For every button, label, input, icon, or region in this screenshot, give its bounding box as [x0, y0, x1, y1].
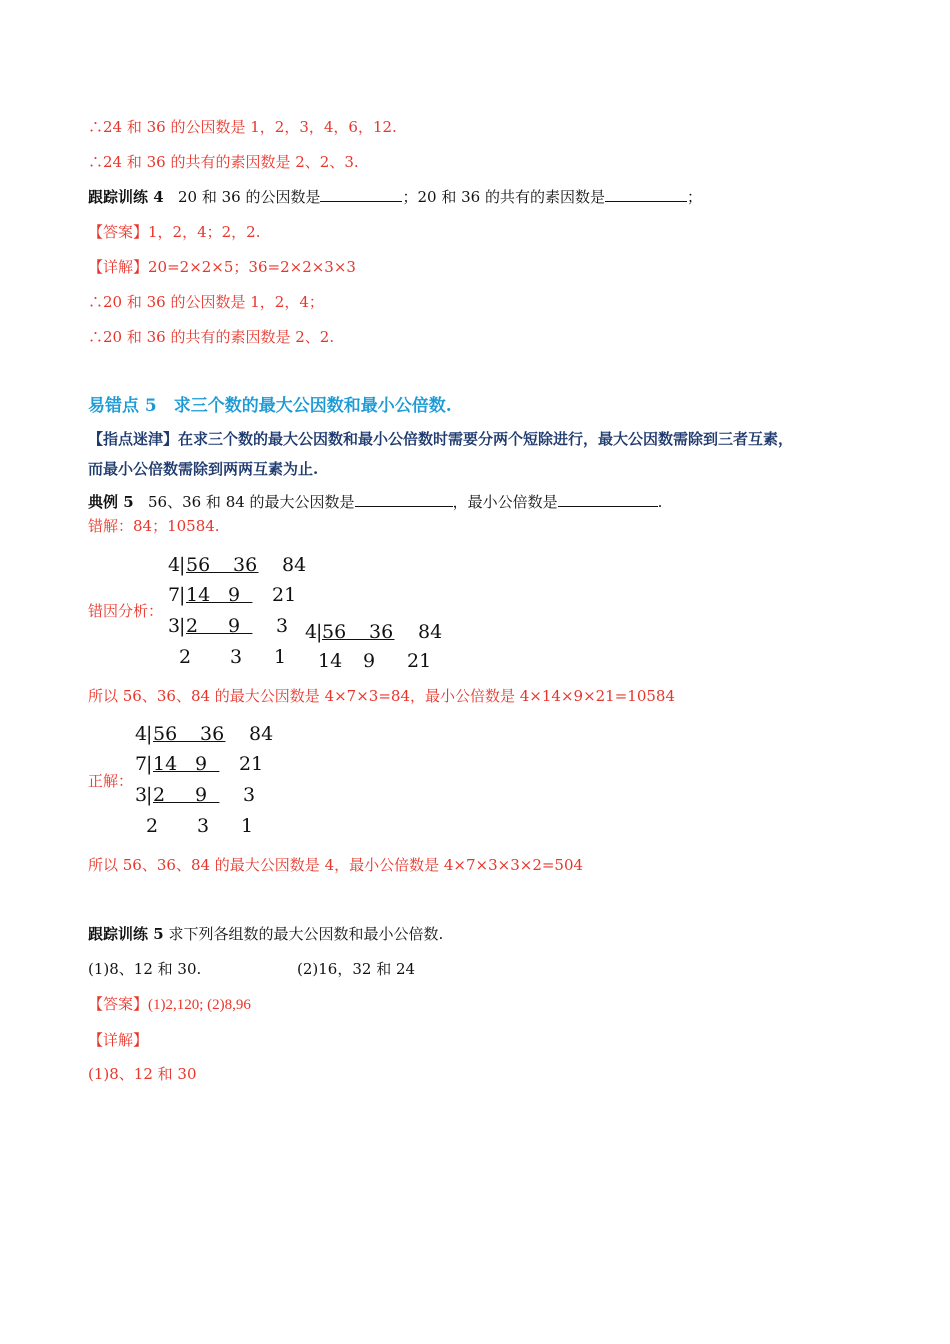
wrong-conclusion: 所以 56、36、84 的最大公因数是 4×7×3=84，最小公倍数是 4×14×9×21=10584: [88, 687, 676, 705]
answer-text: (1)2,120; (2)8,96: [148, 997, 251, 1013]
short-division-wrong-a: 4 | 56 36 84 7 | 14 9 21 3 | 2 9 3 2 3 1: [168, 554, 307, 668]
practice-5-detail-q1: (1)8、12 和 30: [88, 1065, 197, 1083]
short-division-wrong-b: 4 | 56 36 84 14 9 21: [305, 621, 443, 672]
wrong-reason-label: 错因分析：: [88, 602, 164, 620]
practice-5-label: 跟踪训练 5: [88, 925, 164, 943]
practice-4-question: [88, 187, 702, 207]
practice-4-text-c: ；: [686, 188, 702, 206]
answer-blank[interactable]: [355, 492, 453, 507]
tip-line-1: 【指点迷津】在求三个数的最大公因数和最小公倍数时需要分两个短除进行，最大公因数需除到三者互素，: [88, 430, 794, 448]
example-5-text-a: 56、36 和 84 的最大公因数是: [147, 493, 355, 511]
practice-4-text-b: ；20 和 36 的共有的素因数是: [402, 188, 605, 206]
example-5-question: [88, 492, 662, 512]
division-row: 14 9 21: [186, 584, 297, 606]
division-row: 56 36 84: [322, 621, 443, 643]
quotient: 21: [407, 650, 432, 672]
practice-5-detail: 【详解】: [88, 1031, 149, 1049]
practice-5-answer: [88, 994, 251, 1015]
answer-label: 【答案】: [88, 995, 149, 1013]
quotient: 3: [230, 646, 243, 668]
quotient: 1: [241, 815, 254, 837]
divisor: 3: [135, 784, 148, 806]
division-row: 14 9 21: [153, 753, 264, 775]
divisor: 4: [135, 723, 148, 745]
practice-5-question: [88, 924, 443, 944]
practice-4-answer: 【答案】1，2，4；2，2.: [88, 223, 261, 241]
division-row: 2 9 3: [153, 784, 256, 806]
conclusion-common-primes-24-36: ∴24 和 36 的共有的素因数是 2、2、3.: [88, 153, 359, 171]
conclusion-common-primes-20-36: ∴20 和 36 的共有的素因数是 2、2.: [88, 328, 335, 346]
answer-blank[interactable]: [558, 492, 658, 507]
division-row: 2 9 3: [186, 615, 289, 637]
example-5-label: 典例 5: [88, 493, 134, 511]
short-division-correct: 4 | 56 36 84 7 | 14 9 21 3 | 2 9 3 2 3 1: [135, 723, 274, 837]
answer-blank[interactable]: [605, 187, 687, 202]
division-row: 56 36 84: [153, 723, 274, 745]
practice-5-text: 求下列各组数的最大公因数和最小公倍数.: [168, 925, 444, 943]
quotient: 9: [363, 650, 376, 672]
quotient: 3: [197, 815, 210, 837]
practice-4-text-a: 20 和 36 的公因数是: [177, 188, 321, 206]
quotient: 1: [274, 646, 287, 668]
example-5-text-c: .: [657, 493, 663, 511]
correct-conclusion: 所以 56、36、84 的最大公因数是 4，最小公倍数是 4×7×3×3×2=504: [88, 856, 584, 874]
answer-blank[interactable]: [320, 187, 402, 202]
division-row: 56 36 84: [186, 554, 307, 576]
correct-solution-label: 正解：: [88, 772, 134, 790]
divisor: 4: [168, 554, 181, 576]
section-title: 易错点 5 求三个数的最大公因数和最小公倍数.: [88, 396, 452, 416]
quotient: 2: [179, 646, 192, 668]
example-5-text-b: ，最小公倍数是: [452, 493, 558, 511]
practice-5-q2: (2)16，32 和 24: [297, 960, 416, 978]
practice-4-label: 跟踪训练 4: [88, 188, 164, 206]
quotient: 14: [318, 650, 343, 672]
wrong-answer: 错解：84；10584.: [88, 517, 220, 535]
divisor: 7: [168, 584, 181, 606]
conclusion-common-factors-20-36: ∴20 和 36 的公因数是 1，2，4；: [88, 293, 324, 311]
practice-4-detail: 【详解】20=2×2×5；36=2×2×3×3: [88, 258, 356, 276]
tip-line-2: 而最小公倍数需除到两两互素为止.: [88, 460, 319, 478]
practice-5-q1: (1)8、12 和 30.: [88, 960, 202, 978]
divisor: 4: [305, 621, 318, 643]
divisor: 3: [168, 615, 181, 637]
conclusion-common-factors-24-36: ∴24 和 36 的公因数是 1，2，3，4，6，12.: [88, 118, 397, 136]
divisor: 7: [135, 753, 148, 775]
quotient: 2: [146, 815, 159, 837]
